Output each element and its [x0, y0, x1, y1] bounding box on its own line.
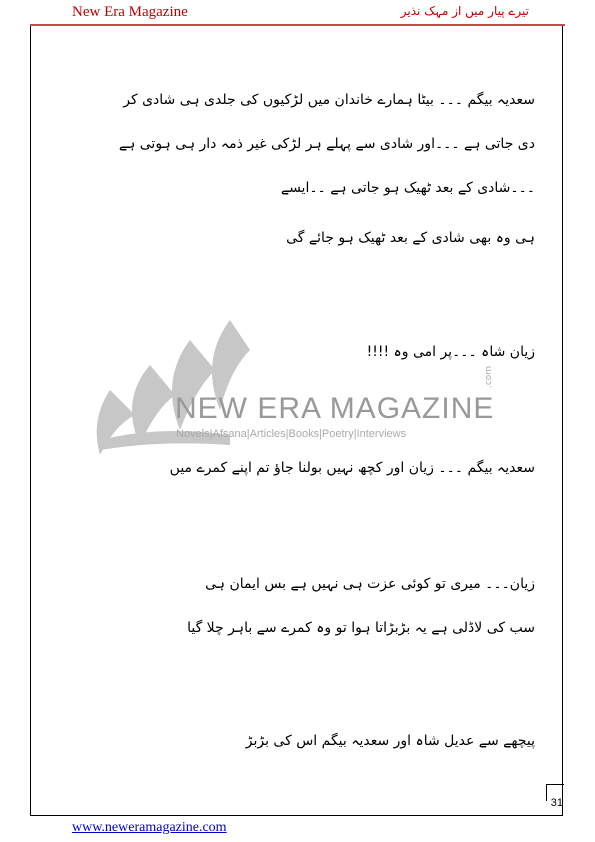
body-line-9: پیچھے سے عدیل شاہ اور سعدیہ بیگم اس کی بڑبڑ	[245, 733, 535, 749]
page-number: 31	[550, 797, 563, 809]
body-line-4: ہی وہ بھی شادی کے بعد ٹھیک ہو جائے گی	[286, 230, 535, 246]
footer-website-link[interactable]: www.neweramagazine.com	[72, 820, 227, 835]
body-line-8: سب کی لاڈلی ہے یہ بڑبڑاتا ہوا تو وہ کمرے سے باہر چلا گیا	[187, 620, 535, 636]
body-line-1: سعدیہ بیگم ۔۔۔ بیٹا ہمارے خاندان میں لڑکیوں کی جلدی ہی شادی کر	[123, 92, 535, 108]
watermark-title: NEW ERA MAGAZINE	[175, 392, 495, 425]
body-line-5: زیان شاہ ۔۔۔پر امی وہ !!!!	[366, 344, 535, 360]
watermark-subtitle: Novels|Afsana|Articles|Books|Poetry|Interviews	[176, 428, 407, 440]
body-line-7: زیان۔۔۔ میری تو کوئی عزت ہی نہیں ہے بس ایمان ہی	[205, 576, 535, 592]
body-line-6: سعدیہ بیگم ۔۔۔ زیان اور کچھ نہیں بولنا جاؤ تم اپنے کمرے میں	[169, 460, 535, 476]
watermark-com: .com	[484, 365, 494, 388]
story-title: تیرے پیار میں از مہک نذیر	[400, 4, 529, 18]
body-line-2: دی جاتی ہے ۔۔۔اور شادی سے پہلے ہر لڑکی غیر ذمہ دار ہی ہوتی ہے	[118, 136, 535, 152]
body-line-3: ۔۔۔شادی کے بعد ٹھیک ہو جاتی ہے ۔۔ایسے	[280, 180, 535, 196]
magazine-name: New Era Magazine	[72, 4, 188, 20]
